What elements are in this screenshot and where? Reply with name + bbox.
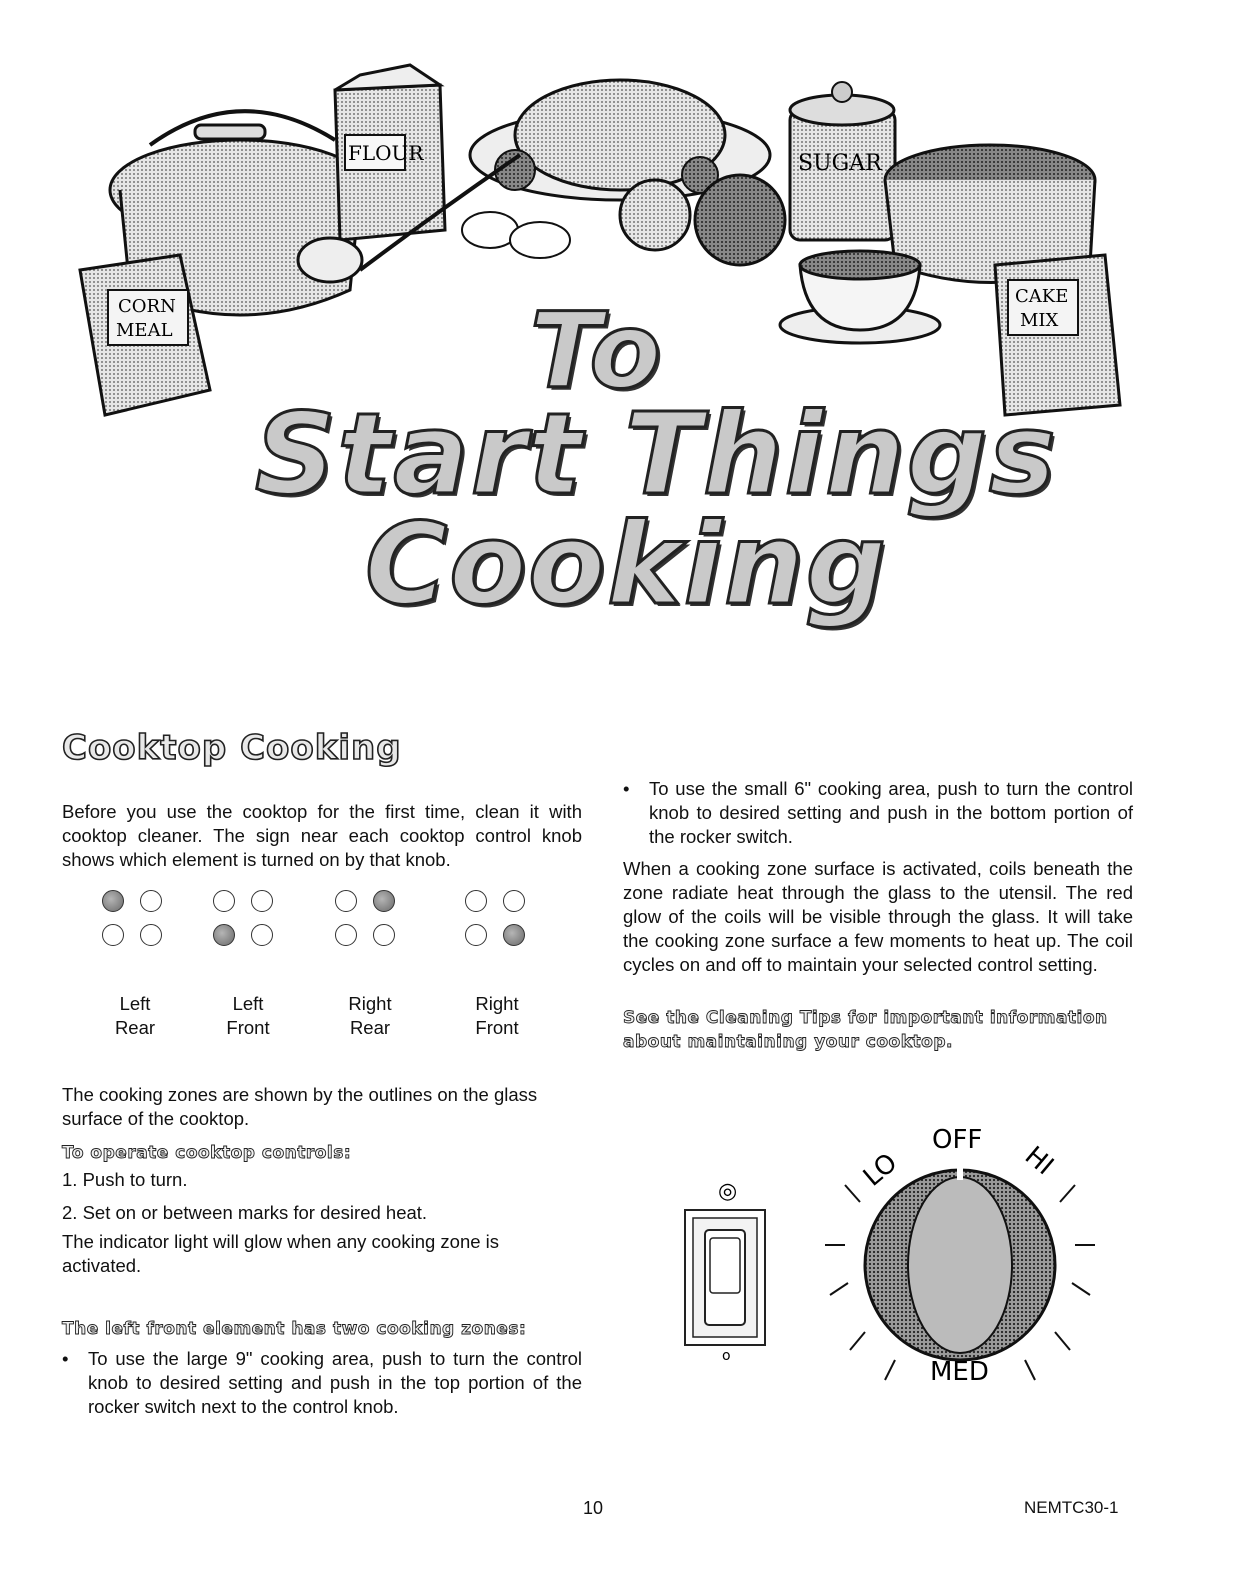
title-line-cooking: Cooking: [365, 500, 888, 630]
diagram-label-line: Right: [348, 993, 392, 1014]
cooktop-cooking-heading: Cooktop Cooking: [62, 728, 402, 768]
element-dot-active: [503, 924, 525, 946]
switch-bottom-symbol: o: [722, 1348, 731, 1360]
sugar-label: SUGAR: [798, 151, 882, 176]
knob-lo-label: LO: [857, 1147, 904, 1193]
element-dot-active: [102, 890, 124, 912]
teacup: [780, 251, 940, 343]
indicator-light-paragraph: The indicator light will glow when any cooking zone is activated.: [62, 1231, 500, 1276]
corn-meal-label-1: CORN: [118, 296, 176, 317]
corn-meal-label-2: MEAL: [116, 320, 173, 341]
element-dot: [251, 924, 273, 946]
element-dot: [213, 890, 235, 912]
document-code: NEMTC30-1: [1024, 1498, 1119, 1517]
element-dot: [251, 890, 273, 912]
cooking-zones-paragraph: The cooking zones are shown by the outlines on the glass surface of the cooktop.: [62, 1084, 538, 1129]
element-dot: [335, 924, 357, 946]
diagram-left-front: [213, 890, 283, 950]
knob-off-label: OFF: [932, 1125, 983, 1155]
diagram-label-left-rear: [90, 992, 180, 1040]
element-dot-active: [373, 890, 395, 912]
step-1: 1. Push to turn.: [62, 1169, 188, 1190]
element-dot-active: [213, 924, 235, 946]
diagram-right-rear: [335, 890, 405, 950]
sugar-canister: [790, 82, 895, 240]
flour-label: FLOUR: [348, 141, 424, 165]
page-number: 10: [583, 1498, 604, 1518]
cake-mix-label-1: CAKE: [1015, 286, 1069, 307]
element-dot: [335, 890, 357, 912]
large-zone-text: To use the large 9" cooking area, push to turn the control knob to desired setting and push in the top portion of the rocker switch next to the control knob.: [88, 1348, 582, 1417]
operate-controls-heading: To operate cooktop controls:: [62, 1143, 352, 1163]
element-dot: [465, 924, 487, 946]
small-zone-bullet: [623, 777, 1133, 849]
diagram-label-line: Left: [232, 993, 264, 1014]
diagram-label-right-front: [452, 992, 542, 1040]
intro-paragraph: Before you use the cooktop for the first time, clean it with cooktop cleaner. The sign near each cooktop control knob shows which element is turned on by that knob.: [62, 801, 582, 870]
diagram-label-left-front: [203, 992, 293, 1040]
title-line-to: To: [530, 290, 663, 412]
bullet-marker: •: [623, 778, 630, 799]
element-dot: [465, 890, 487, 912]
rocker-switch: [675, 1160, 785, 1360]
diagram-right-front: [465, 890, 535, 950]
switch-top-symbol: ◎: [718, 1179, 738, 1204]
large-zone-bullet: [62, 1347, 582, 1419]
coil-glow-paragraph: When a cooking zone surface is activated, coils beneath the zone radiate heat through the glass to the utensil. The red glow of the coils will be visible through the glass. It will take the cooking zone surface a few moments to heat up. The coil cycles on and off to maintain your selected control setting.: [623, 858, 1133, 975]
flour-bag: [335, 65, 445, 240]
diagram-label-right-rear: [325, 992, 415, 1040]
element-dot: [503, 890, 525, 912]
knob-hi-label: HI: [1018, 1140, 1060, 1182]
element-dot: [102, 924, 124, 946]
control-knob: [820, 1110, 1110, 1400]
two-zones-heading: The left front element has two cooking zones:: [62, 1319, 527, 1339]
diagram-label-line: Right: [475, 993, 519, 1014]
diagram-label-line: Front: [226, 1017, 270, 1038]
cake-mix-label-2: MIX: [1020, 310, 1059, 331]
diagram-label-line: Left: [119, 993, 151, 1014]
diagram-label-line: Rear: [114, 1017, 156, 1038]
knob-med-label: MED: [930, 1357, 989, 1387]
small-zone-text: To use the small 6" cooking area, push to turn the control knob to desired setting and push in the bottom portion of the rocker switch.: [649, 778, 1133, 847]
bullet-marker: •: [62, 1348, 69, 1369]
title-line-start-things: Start Things: [255, 390, 1058, 520]
element-dot: [140, 890, 162, 912]
diagram-label-line: Front: [475, 1017, 519, 1038]
cleaning-tips-note: See the Cleaning Tips for important information about maintaining your cooktop.: [623, 1008, 1108, 1052]
diagram-label-line: Rear: [349, 1017, 391, 1038]
element-dot: [140, 924, 162, 946]
step-2: 2. Set on or between marks for desired heat.: [62, 1202, 428, 1223]
element-dot: [373, 924, 395, 946]
diagram-left-rear: [102, 890, 172, 950]
